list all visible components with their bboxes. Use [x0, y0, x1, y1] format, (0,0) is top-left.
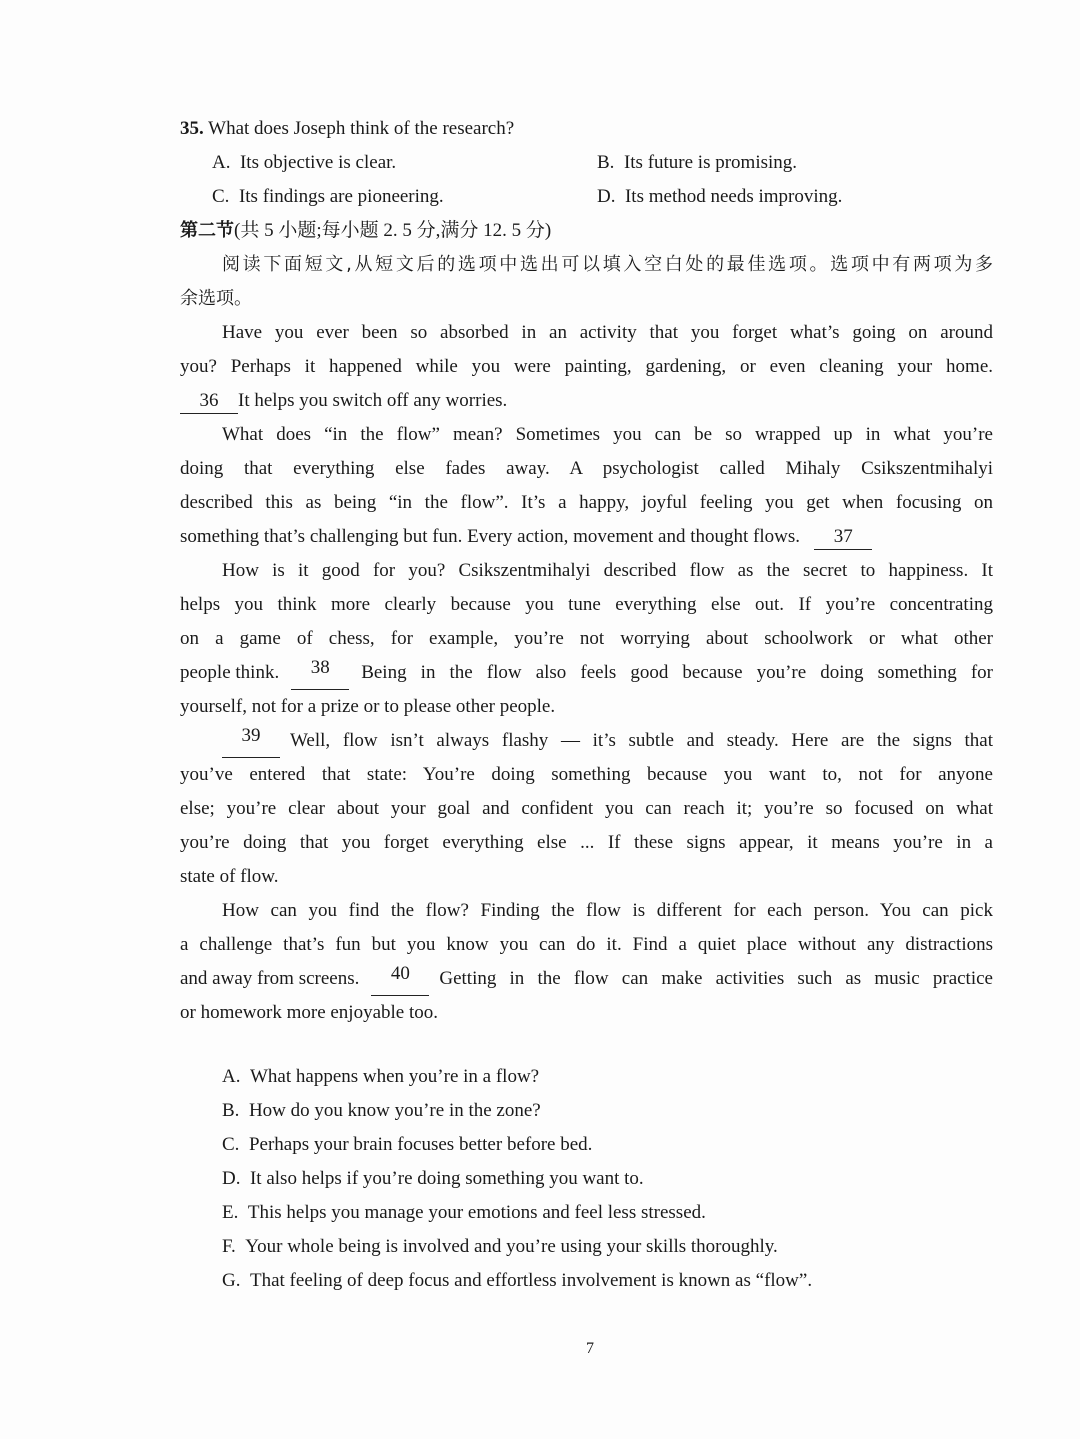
question-35-option-b [597, 146, 797, 180]
choice-text: How do you know you’re in the zone? [248, 1100, 541, 1121]
question-35-option-a [212, 146, 396, 180]
choice-text: That feeling of deep focus and effortless involvement is known as “flow”. [249, 1270, 813, 1291]
option-letter: D. [597, 186, 616, 207]
option-text: Its objective is clear. [239, 152, 397, 173]
choice-letter: D. [222, 1168, 241, 1189]
passage-line: What does “in the flow” mean? Sometimes you can be so wrapped up in what you’re [222, 424, 993, 445]
option-text: Its future is promising. [623, 152, 798, 173]
question-35-stem [180, 112, 514, 146]
passage-line: else; you’re clear about your goal and confident you can reach it; you’re so focused on what [180, 798, 993, 819]
choice-letter: E. [222, 1202, 239, 1223]
blank-38[interactable]: 38 [291, 656, 349, 690]
passage-line [180, 384, 507, 418]
passage-line: you’re doing that you forget everything else ... If these signs appear, it means you’re in a [180, 832, 993, 853]
question-35-option-d [597, 180, 842, 214]
passage-text: It helps you switch off any worries. [238, 390, 508, 411]
passage-line: Have you ever been so absorbed in an activity that you forget what’s going on around [222, 322, 993, 343]
choice-a [222, 1060, 539, 1094]
section-heading [180, 214, 551, 248]
option-letter: A. [212, 152, 231, 173]
passage-text: Getting in the flow can make activities such as music practice [439, 968, 993, 989]
question-35-number: 35. [180, 118, 204, 139]
blank-39[interactable]: 39 [222, 724, 280, 758]
passage-line: you? Perhaps it happened while you were painting, gardening, or even cleaning your home. [180, 356, 993, 377]
choice-d [222, 1162, 644, 1196]
choice-text: Perhaps your brain focuses better before bed. [248, 1134, 593, 1155]
passage-line: doing that everything else fades away. A psychologist called Mihaly Csikszentmihalyi [180, 458, 993, 479]
passage-line [222, 724, 993, 758]
choice-g [222, 1264, 812, 1298]
choice-e [222, 1196, 706, 1230]
passage-line: How is it good for you? Csikszentmihalyi described flow as the secret to happiness. It [222, 560, 993, 581]
section-instruction-line-1: 阅读下面短文,从短文后的选项中选出可以填入空白处的最佳选项。选项中有两项为多 [222, 254, 993, 275]
passage-line [180, 520, 872, 554]
section-detail: (共 5 小题;每小题 2. 5 分,满分 12. 5 分) [234, 220, 552, 241]
passage-line [180, 656, 993, 690]
choice-letter: A. [222, 1066, 241, 1087]
choice-f [222, 1230, 778, 1264]
choice-text: Your whole being is involved and you’re using your skills thoroughly. [245, 1236, 778, 1257]
choice-letter: C. [222, 1134, 240, 1155]
choice-letter: F. [222, 1236, 236, 1257]
passage-text: Well, flow isn’t always flashy — it’s subtle and steady. Here are the signs that [290, 730, 993, 751]
passage-line [180, 962, 993, 996]
section-instruction-line-2: 余选项。 [180, 288, 252, 309]
passage-text: people think. [180, 662, 280, 683]
choice-letter: B. [222, 1100, 240, 1121]
section-title: 第二节 [180, 220, 234, 241]
question-35-option-c [212, 180, 444, 214]
passage-text: something that’s challenging but fun. Every action, movement and thought flows. [180, 526, 801, 547]
passage-line: helps you think more clearly because you tune everything else out. If you’re concentrating [180, 594, 993, 615]
choice-b [222, 1094, 541, 1128]
choice-text: This helps you manage your emotions and feel less stressed. [247, 1202, 706, 1223]
choice-text: It also helps if you’re doing something you want to. [249, 1168, 644, 1189]
passage-line: state of flow. [180, 866, 279, 887]
option-text: Its findings are pioneering. [238, 186, 444, 207]
blank-40[interactable]: 40 [371, 962, 429, 996]
choice-c [222, 1128, 592, 1162]
passage-line: yourself, not for a prize or to please other people. [180, 696, 556, 717]
question-35-text: What does Joseph think of the research? [203, 118, 515, 139]
passage-line: or homework more enjoyable too. [180, 1002, 439, 1023]
passage-text: and away from screens. [180, 968, 360, 989]
blank-37[interactable]: 37 [814, 525, 872, 550]
option-letter: C. [212, 186, 230, 207]
passage-line: on a game of chess, for example, you’re not worrying about schoolwork or what other [180, 628, 993, 649]
passage-line: described this as being “in the flow”. It’s a happy, joyful feeling you get when focusing on [180, 492, 993, 513]
passage-text: Being in the flow also feels good because you’re doing something for [361, 662, 993, 683]
choice-letter: G. [222, 1270, 241, 1291]
option-text: Its method needs improving. [624, 186, 843, 207]
passage-line: you’ve entered that state: You’re doing something because you want to, not for anyone [180, 764, 993, 785]
choice-text: What happens when you’re in a flow? [249, 1066, 540, 1087]
blank-36[interactable]: 36 [180, 389, 238, 414]
passage-line: a challenge that’s fun but you know you can do it. Find a quiet place without any distractions [180, 934, 993, 955]
option-letter: B. [597, 152, 615, 173]
page-number: 7 [586, 1340, 594, 1357]
passage-line: How can you find the flow? Finding the flow is different for each person. You can pick [222, 900, 993, 921]
